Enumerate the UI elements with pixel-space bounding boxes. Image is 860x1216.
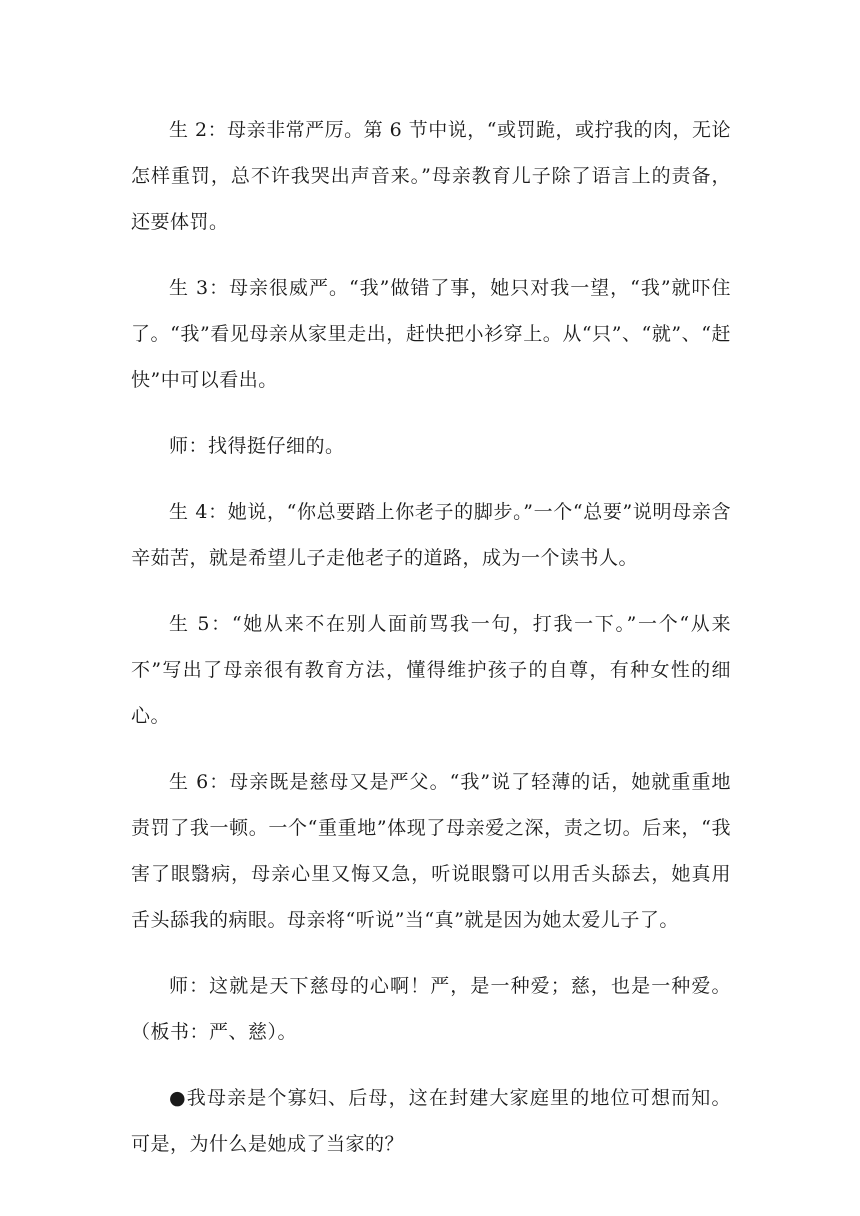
paragraph-teacher-1: 师：找得挺仔细的。 bbox=[169, 435, 345, 457]
paragraph-student-5: 生 5：“她从来不在别人面前骂我一句，打我一下。”一个“从来不”写出了母亲很有教育方法，懂得维护孩子的自尊，有种女性的细心。 bbox=[131, 613, 731, 727]
paragraph-student-4: 生 4：她说，“你总要踏上你老子的脚步。”一个“总要”说明母亲含辛茹苦，就是希望儿子走他老子的道路，成为一个读书人。 bbox=[131, 501, 731, 569]
document-body bbox=[131, 107, 731, 1167]
paragraph-teacher-2: 师：这就是天下慈母的心啊！严，是一种爱；慈，也是一种爱。（板书：严、慈）。 bbox=[131, 975, 731, 1043]
paragraph-student-3: 生 3：母亲很威严。“我”做错了事，她只对我一望，“我”就吓住了。“我”看见母亲从家里走出，赶快把小衫穿上。从“只”、“就”、“赶快”中可以看出。 bbox=[131, 277, 731, 391]
paragraph-student-2: 生 2：母亲非常严厉。第 6 节中说，“或罚跪，或拧我的肉，无论怎样重罚，总不许我哭出声音来。”母亲教育儿子除了语言上的责备，还要体罚。 bbox=[131, 119, 732, 233]
paragraph-question: ●我母亲是个寡妇、后母，这在封建大家庭里的地位可想而知。可是，为什么是她成了当家的？ bbox=[131, 1087, 731, 1155]
paragraph-student-6: 生 6：母亲既是慈母又是严父。“我”说了轻薄的话，她就重重地责罚了我一顿。一个“重重地”体现了母亲爱之深，责之切。后来，“我害了眼翳病，母亲心里又悔又急，听说眼翳可以用舌头舔去，她真用舌头舔我的病眼。母亲将“听说”当“真”就是因为她太爱儿子了。 bbox=[131, 771, 731, 931]
